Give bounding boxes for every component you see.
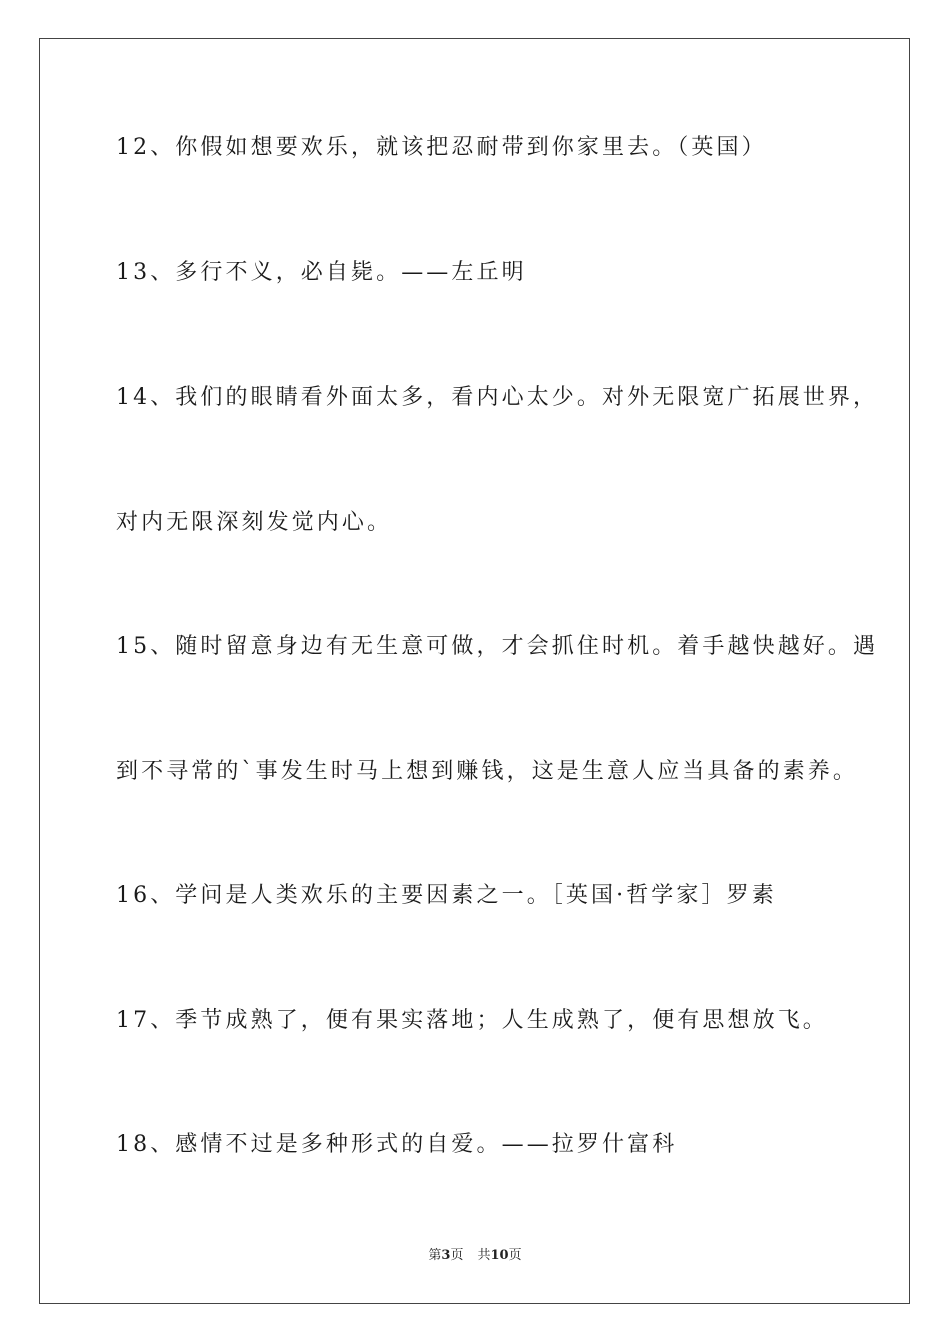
quote-line-13: 13、多行不义，必自毙。——左丘明 bbox=[116, 260, 527, 285]
total-label-prefix: 共 bbox=[477, 1248, 491, 1263]
quote-line-12: 12、你假如想要欢乐，就该把忍耐带到你家里去。（英国） bbox=[116, 135, 767, 160]
quote-line-18: 18、感情不过是多种形式的自爱。——拉罗什富科 bbox=[116, 1132, 678, 1157]
page-label-suffix: 页 bbox=[450, 1248, 464, 1263]
quote-line-14-continued: 对内无限深刻发觉内心。 bbox=[116, 510, 393, 535]
total-label-suffix: 页 bbox=[508, 1248, 522, 1263]
quote-line-14: 14、我们的眼睛看外面太多，看内心太少。对外无限宽广拓展世界， bbox=[116, 385, 879, 410]
page-label-prefix: 第 bbox=[428, 1248, 442, 1263]
quote-line-16: 16、学问是人类欢乐的主要因素之一。［英国·哲学家］罗素 bbox=[116, 883, 777, 908]
page-number: 3 bbox=[441, 1248, 451, 1263]
quote-line-15: 15、随时留意身边有无生意可做，才会抓住时机。着手越快越好。遇 bbox=[116, 634, 879, 659]
page-footer bbox=[0, 1247, 950, 1265]
quote-line-15-continued: 到不寻常的`事发生时马上想到赚钱，这是生意人应当具备的素养。 bbox=[116, 759, 859, 784]
total-pages: 10 bbox=[490, 1248, 509, 1263]
page-border bbox=[39, 38, 910, 1304]
quote-line-17: 17、季节成熟了，便有果实落地；人生成熟了，便有思想放飞。 bbox=[116, 1008, 828, 1033]
